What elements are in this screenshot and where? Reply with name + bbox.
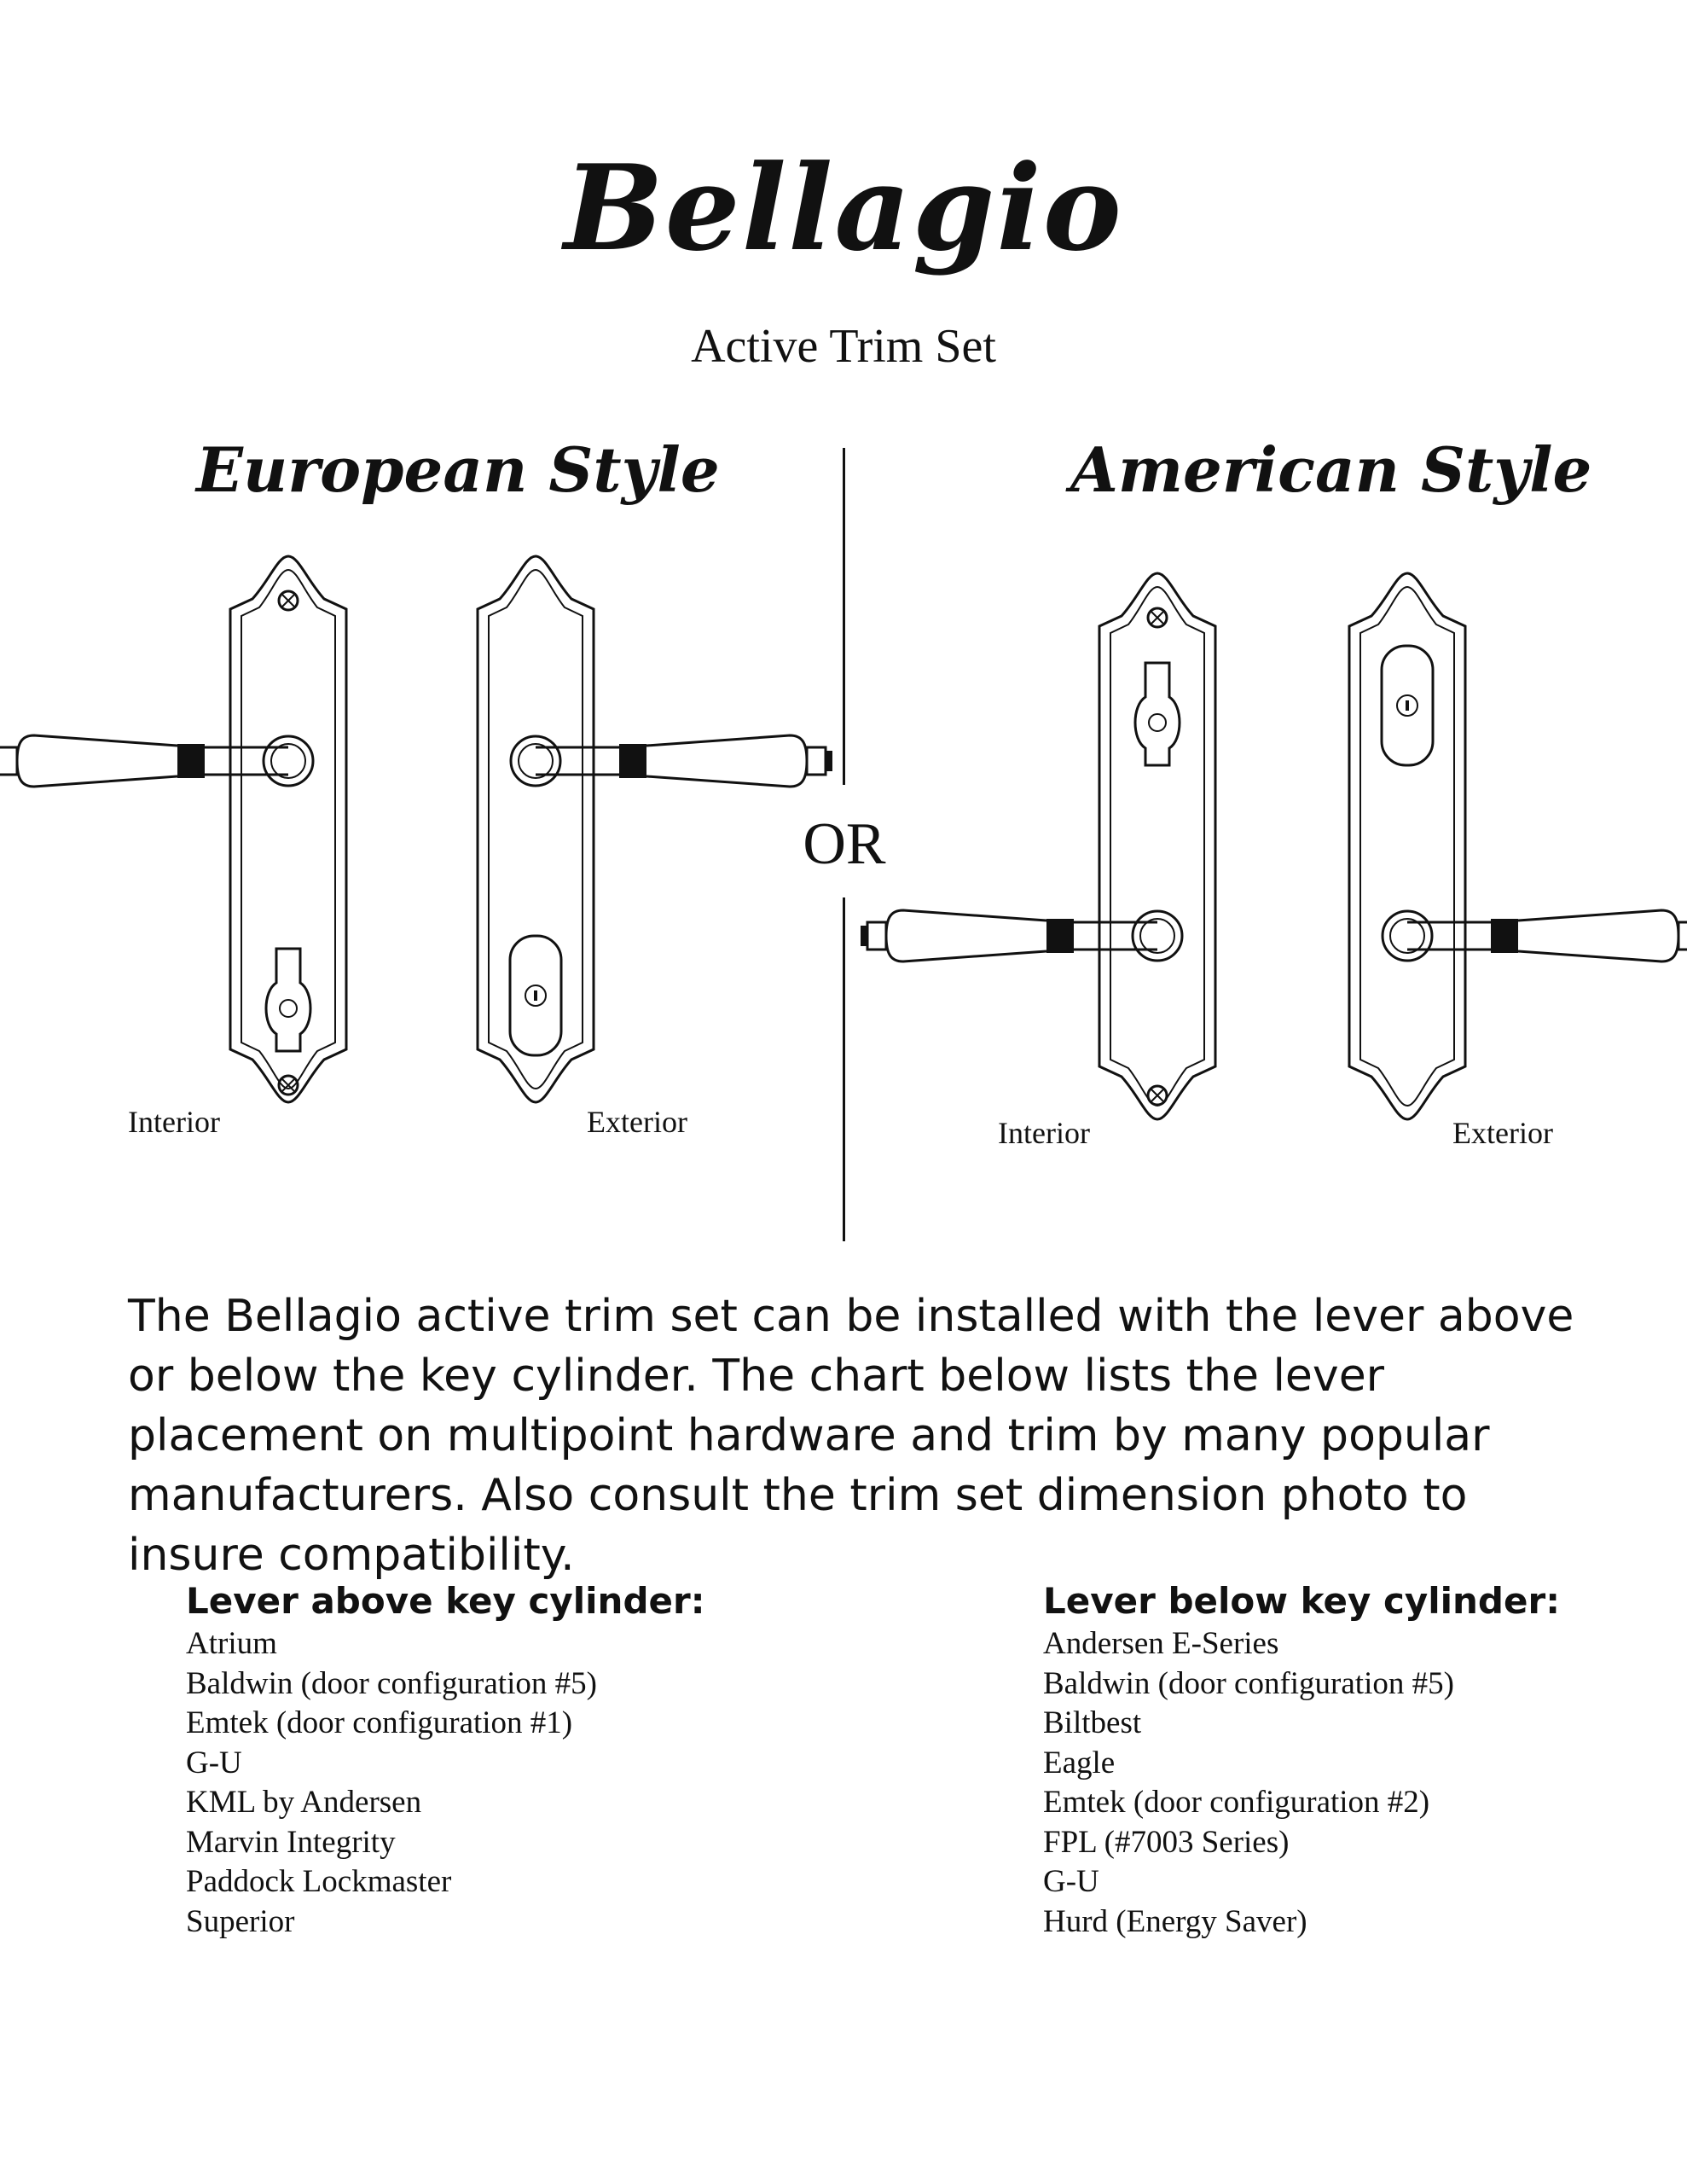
american-interior-label: Interior [998, 1116, 1090, 1150]
list-lever-below [1043, 1580, 1657, 1942]
list-item: Emtek (door configuration #2) [1043, 1785, 1430, 1820]
european-exterior-label: Exterior [587, 1105, 687, 1139]
list-item: KML by Andersen [186, 1785, 422, 1820]
list-below-heading: Lever below key cylinder: [1043, 1580, 1560, 1622]
list-above-heading: Lever above key cylinder: [186, 1580, 705, 1622]
list-item: Atrium [186, 1626, 277, 1661]
list-item: Marvin Integrity [186, 1824, 396, 1860]
page-title: Bellagio [564, 138, 1123, 277]
list-item: Baldwin (door configuration #5) [1043, 1665, 1454, 1701]
description-paragraph: The Bellagio active trim set can be installed with the lever above or below the key cylinder. The chart below lists the lever placement on multipoint hardware and trim by many popular manufacturers. Also consult the trim set dimension photo to insure compatibility. [128, 1291, 1574, 1581]
list-item: Emtek (door configuration #1) [186, 1705, 573, 1740]
list-item: FPL (#7003 Series) [1043, 1824, 1290, 1860]
plate-european-interior [230, 556, 346, 1102]
american-exterior-label: Exterior [1452, 1116, 1553, 1150]
list-item: Andersen E-Series [1043, 1626, 1279, 1661]
list-item: Superior [186, 1903, 295, 1939]
european-interior-label: Interior [128, 1105, 220, 1139]
list-item: G-U [1043, 1864, 1099, 1899]
list-item: Baldwin (door configuration #5) [186, 1665, 597, 1701]
list-item: Eagle [1043, 1745, 1116, 1780]
european-style-heading: European Style [196, 433, 720, 506]
lever-icon [0, 735, 313, 787]
or-separator: OR [803, 811, 886, 877]
list-item: Biltbest [1043, 1705, 1142, 1740]
list-item: G-U [186, 1745, 242, 1780]
key-cylinder-icon [510, 936, 561, 1055]
american-style-heading: American Style [1070, 433, 1592, 506]
list-item: Hurd (Energy Saver) [1043, 1903, 1307, 1939]
list-item: Paddock Lockmaster [186, 1864, 452, 1899]
page-subtitle: Active Trim Set [691, 320, 996, 373]
list-lever-above [186, 1580, 834, 1942]
